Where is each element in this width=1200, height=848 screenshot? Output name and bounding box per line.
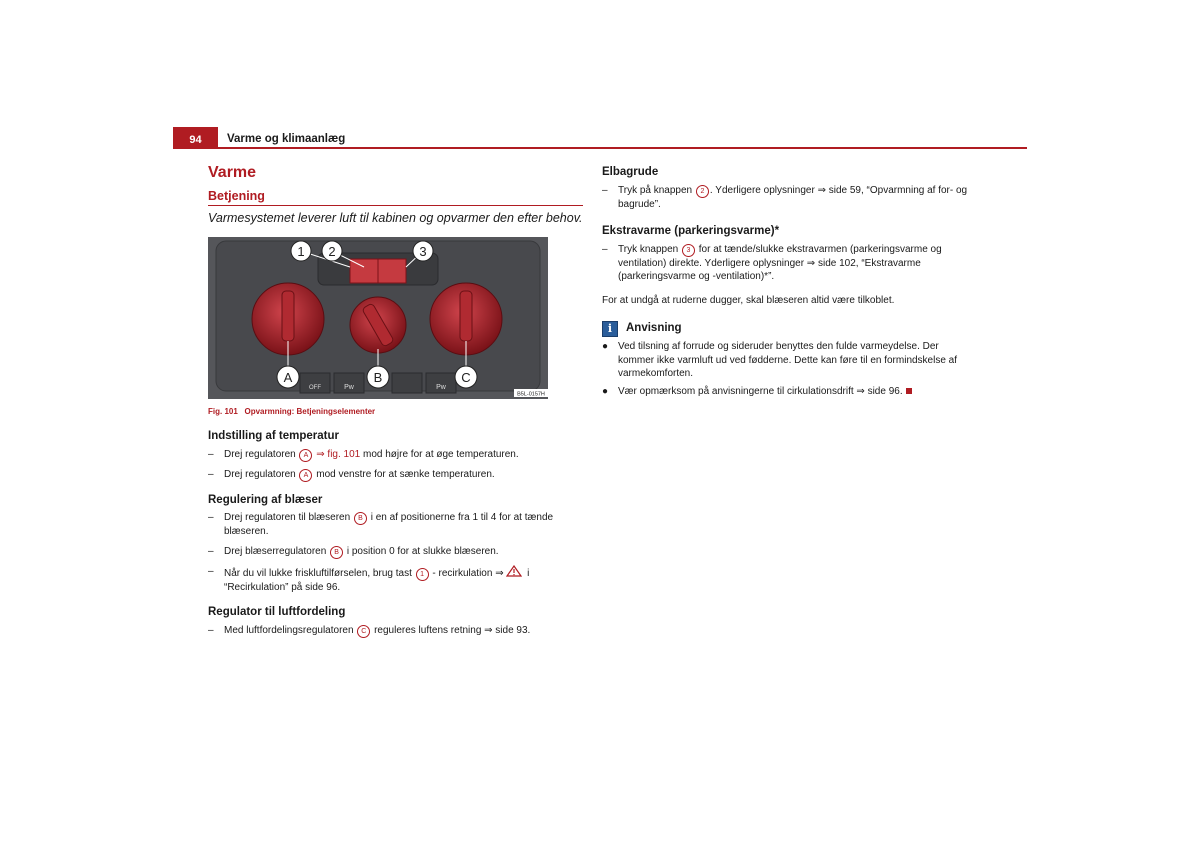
intro-text: Varmesystemet leverer luft til kabinen og opvarmer den efter behov. [208,211,583,225]
step-text: reguleres luftens retning ⇒ side 93. [371,624,531,636]
dash: – [602,184,608,196]
chapter-title: Varme og klimaanlæg [227,133,346,145]
heading-air-distribution: Regulator til luftfordeling [208,606,346,618]
bullet-text: Ved tilsning af forrude og sideruder benyttes den fulde varmeydelse. Der kommer ikke varmluft ud ved fødderne. Dette kan føre til en formindskelse af varmekomforten. [618,341,958,379]
ref-circle-c: C [357,625,370,638]
page-number: 94 [173,127,218,149]
step-text: i en af positionerne fra 1 til 4 for at tænde blæseren. [224,512,554,537]
note-bullet-2 [602,385,977,399]
note-title: Anvisning [626,322,682,335]
callout-c: C [461,369,471,385]
step-text: mod højre for at øge temperaturen. [360,448,519,460]
step-fan-1 [208,511,583,539]
step-text: . Yderligere oplysninger ⇒ side 59, “Opvarmning af for- og bagrude”. [618,184,968,210]
step-temperature-2 [208,468,583,482]
step-text: Drej regulatoren [224,468,299,480]
callout-1: 1 [297,243,305,259]
knob-fan [350,297,406,353]
ref-circle-1: 1 [416,568,429,581]
step-text: Tryk på knappen [618,184,695,196]
step-ekstravarme [602,243,977,284]
figure-code: B5L-0157H [517,391,545,397]
right-column [602,162,977,402]
step-text: for at tænde/slukke ekstravarmen (parkeringsvarme og ventilation) direkte. Yderligere oplysninger ⇒ side 102, “Ekstravarme (parkeringsvarme og -ventilation)*”. [618,243,942,282]
note-header [602,321,977,337]
dash: – [208,545,214,557]
callout-2: 2 [328,243,336,259]
step-text: Tryk knappen [618,243,681,255]
step-text: Når du vil lukke friskluftilførselen, brug tast [224,567,415,579]
heading-temperature: Indstilling af temperatur [208,430,339,442]
button-label-off: OFF [309,384,321,391]
dash: – [208,565,214,577]
warning-icon [506,565,522,577]
dash: – [208,512,214,523]
arrow: ⇒ [313,448,328,460]
dash: – [602,243,608,255]
ref-circle-b: B [330,546,343,559]
figure-caption-number: Fig. 101 [208,406,238,416]
button-label-pw-2: Pw [436,383,446,391]
step-air-1 [208,624,583,638]
callout-3: 3 [419,243,427,259]
end-of-section-marker [906,388,912,394]
figure-caption [208,405,583,419]
step-fan-3 [208,565,583,595]
left-column [208,160,583,644]
page-header [173,127,1027,149]
dash: – [208,448,214,460]
heading-ekstravarme: Ekstravarme (parkeringsvarme)* [602,225,780,237]
step-text: mod venstre for at sænke temperaturen. [313,468,495,480]
ref-circle-b: B [354,512,367,525]
figure-link[interactable]: fig. 101 [327,448,361,460]
step-temperature-1 [208,448,583,462]
heading-fan: Regulering af blæser [208,493,323,506]
note-bullet-1 [602,340,977,381]
callout-a: A [283,369,293,385]
step-elbagrude [602,184,977,212]
ref-circle-a: A [299,449,312,462]
info-icon: i [602,321,618,337]
dash: – [208,468,214,480]
dash: – [208,624,214,636]
subsection-title: Betjening [208,188,265,203]
figure-caption-text: Opvarmning: Betjeningselementer [244,406,376,416]
subsection-rule [208,205,583,206]
figure-control-panel [208,237,548,399]
fan-note-paragraph: For at undgå at ruderne dugger, skal blæseren altid være tilkoblet. [602,294,895,306]
callout-b: B [373,369,383,385]
step-text: Drej regulatoren til blæseren [224,512,353,523]
step-text: i position 0 for at slukke blæseren. [344,545,499,557]
ref-circle-3: 3 [682,244,695,257]
bullet-dot: ● [602,385,609,397]
ref-circle-a: A [299,469,312,482]
step-text: Drej regulatoren [224,448,299,460]
control-panel-illustration [208,237,548,399]
section-title: Varme [208,164,257,181]
bullet-text: Vær opmærksom på anvisningerne til cirkulationsdrift ⇒ side 96. [618,385,903,397]
button-label-pw-1: Pw [344,383,354,391]
ref-circle-2: 2 [696,185,709,198]
step-fan-2 [208,545,583,559]
step-text: Drej blæserregulatoren [224,545,330,557]
bullet-dot: ● [602,341,609,352]
header-rule [218,147,1027,149]
step-text: - recirkulation ⇒ [429,567,507,579]
heading-elbagrude: Elbagrude [602,166,659,178]
step-text: Med luftfordelingsregulatoren [224,624,357,636]
step-text: i “Recirkulation” på side 96. [224,567,530,593]
